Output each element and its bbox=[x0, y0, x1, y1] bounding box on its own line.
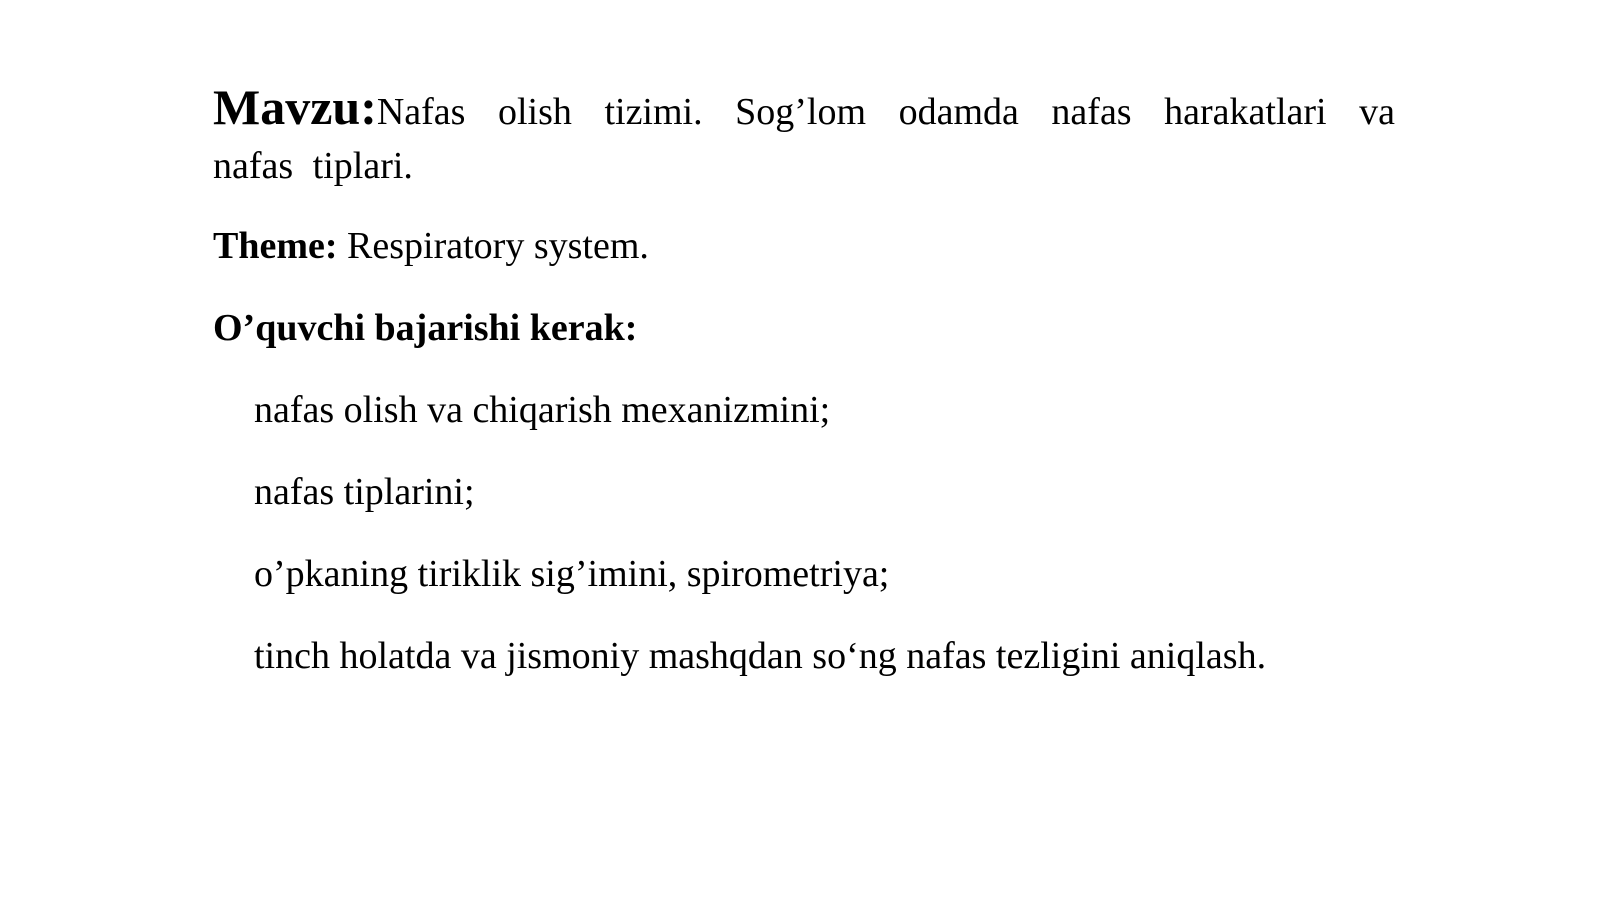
list-item: nafas tiplarini; bbox=[254, 471, 475, 513]
list-item: o’pkaning tiriklik sig’imini, spirometriya; bbox=[254, 553, 890, 595]
theme-paragraph bbox=[213, 221, 1395, 271]
slide-content bbox=[213, 80, 1395, 713]
task-heading: O’quvchi bajarishi kerak: bbox=[213, 307, 638, 349]
task-list bbox=[213, 385, 1395, 681]
theme-text: Respiratory system. bbox=[337, 225, 649, 267]
topic-text: Nafas olish tizimi. Sog’lom odamda nafas harakatlari va nafas tiplari. bbox=[213, 91, 1395, 187]
topic-label: Mavzu: bbox=[213, 79, 377, 135]
list-item: tinch holatda va jismoniy mashqdan so‘ng nafas tezligini aniqlash. bbox=[254, 635, 1267, 677]
list-item: nafas olish va chiqarish mexanizmini; bbox=[254, 389, 831, 431]
topic-paragraph bbox=[213, 80, 1395, 193]
theme-label: Theme: bbox=[213, 225, 338, 267]
